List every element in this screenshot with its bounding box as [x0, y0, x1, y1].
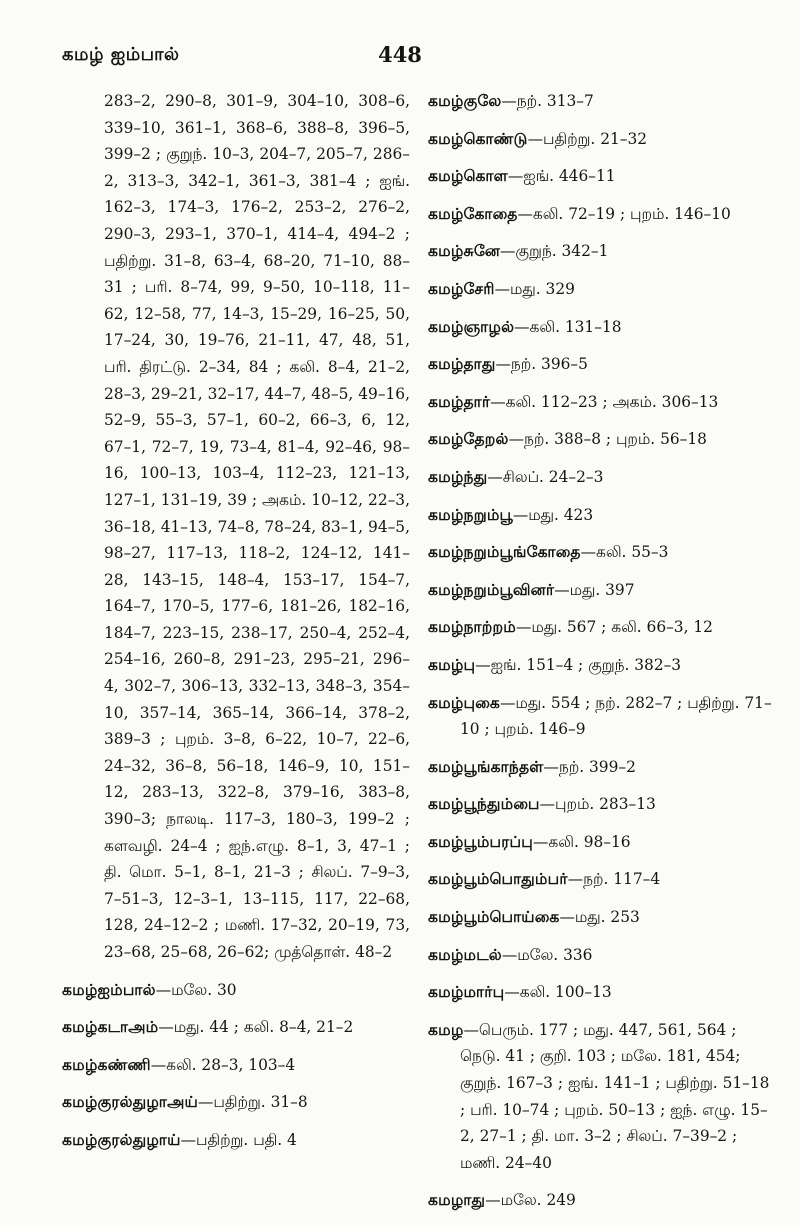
headword: கமழ்கடாஅம்: [62, 1018, 159, 1037]
continuation-entry: 283–2, 290–8, 301–9, 304–10, 308–6, 339–10, 361–1, 368–6, 388–8, 396–5, 399–2 ; குறுந். 10–3, 204–7, 205–7, 286–2, 313–3, 342–1, 361–3, 381–4 ; ஐங். 162–3, 174–3, 176–2, 253–2, 276–2, 290–3, 293–1, 370–1, 414–4, 494–2 ; பதிற்று. 31–8, 63–4, 68–20, 71–10, 88–31 ; பரி. 8–74, 99, 9–50, 10–118, 11–62, 12–58, 77, 14–3, 15–29, 16–25, 50, 17–24, 30, 19–76, 21–11, 47, 48, 51, பரி. திரட்டு. 2–34, 84 ; கலி. 8–4, 21–2, 28–3, 29–21, 32–17, 44–7, 48–5, 49–16, 52–9, 55–3, 57–1, 60–2, 66–3, 6, 12, 67–1, 72–7, 19, 73–4, 81–4, 92–46, 98–16, 100–13, 103–4, 112–23, 121–13, 127–1, 131–19, 39 ; அகம். 10–12, 22–3, 36–18, 41–13, 74–8, 78–24, 83–1, 94–5, 98–27, 117–13, 118–2, 124–12, 141–28, 143–15, 148–4, 153–17, 154–7, 164–7, 170–5, 177–6, 181–26, 182–16, 184–7, 223–15, 238–17, 250–4, 252–4, 254–16, 260–8, 291–23, 295–21, 296–4, 302–7, 306–13, 332–13, 348–3, 354–10, 357–14, 365–14, 366–14, 378–2, 389–3 ; புறம். 3–8, 6–22, 10–7, 22–6, 24–32, 36–8, 56–18, 146–9, 10, 151–12, 283–13, 322–8, 379–16, 383–8, 390–3; நாலடி. 117–3, 180–3, 199–2 ; களவழி. 24–4 ; ஐந்.எழு. 8–1, 3, 47–1 ; தி. மொ. 5–1, 8–1, 21–3 ; சிலப். 7–9–3, 7–51–3, 12–3–1, 13–115, 117, 22–68, 128, 24–12–2 ; மணி. 17–32, 20–19, 73, 23–68, 25–68, 26–62; முத்தொள். 48–2: [104, 92, 410, 961]
entry-dash: —: [543, 757, 559, 776]
right-column: [428, 88, 773, 1225]
index-entry: [428, 904, 773, 931]
index-entry: [428, 201, 773, 228]
index-entry: [428, 238, 773, 265]
headword: கமழ்பூம்பொய்கை: [428, 908, 560, 927]
references: ஐங். 446–11: [523, 167, 616, 186]
entry-dash: —: [198, 1093, 214, 1112]
entry-dash: —: [580, 543, 597, 562]
references: மது. 329: [510, 279, 575, 298]
references: கலி. 112–23 ; அகம். 306–13: [505, 392, 719, 411]
index-entry: [428, 389, 773, 416]
references: மது. 397: [569, 580, 635, 599]
entry-dash: —: [533, 832, 549, 851]
index-entry: [428, 577, 773, 604]
headword: கமழ்ஐம்பால்: [62, 980, 156, 999]
entry-dash: —: [485, 1191, 501, 1210]
headword: கமழ்சுனே: [428, 242, 501, 261]
right-entries: [428, 88, 773, 1214]
index-entry: [428, 791, 773, 818]
headword: கமழ்பூங்காந்தள்: [428, 757, 544, 776]
index-entry: [428, 426, 773, 453]
headword: கமழ்நறும்பூங்கோதை: [428, 543, 581, 562]
headword: கமழ்கொள: [428, 167, 508, 186]
headword: கமழ்கொண்டு: [428, 129, 528, 148]
entry-dash: —: [512, 505, 529, 524]
references: மலே. 336: [517, 945, 593, 964]
references: பெரும். 177 ; மது. 447, 561, 564 ; நெடு. 41 ; குறி. 103 ; மலே. 181, 454; குறுந். 167–3 ; ஐங். 141–1 ; பதிற்று. 51–18 ; பரி. 10–74 ; புறம். 50–13 ; ஐந். எழு. 15–2, 27–1 ; தி. மா. 3–2 ; சிலப். 7–39–2 ; மணி. 24–40: [460, 1020, 770, 1172]
entry-dash: —: [155, 980, 172, 999]
references: நற். 388–8 ; புறம். 56–18: [524, 430, 707, 449]
references: மது. 554 ; நற். 282–7 ; பதிற்று. 71–10 ; புறம். 146–9: [460, 693, 772, 739]
entry-dash: —: [517, 204, 533, 223]
references: நற். 396–5: [510, 355, 588, 374]
index-entry: [428, 163, 773, 190]
headword: கமழ்குரல்துழாய்: [62, 1130, 181, 1149]
index-entry: [428, 351, 773, 378]
entry-dash: —: [495, 355, 511, 374]
index-entry: [428, 1187, 773, 1214]
entry-dash: —: [527, 129, 543, 148]
references: மது. 567 ; கலி. 66–3, 12: [531, 618, 713, 637]
index-entry: [428, 866, 773, 893]
left-column: [62, 88, 410, 1165]
entry-dash: —: [539, 795, 556, 814]
references: கலி. 131–18: [529, 317, 622, 336]
references: நற். 117–4: [583, 870, 661, 889]
index-entry: [428, 502, 773, 529]
references: ஐங். 151–4 ; குறுந். 382–3: [490, 655, 682, 674]
references: பதிற்று. 21–32: [543, 129, 648, 148]
index-entry: [62, 1089, 410, 1116]
entry-dash: —: [508, 430, 525, 449]
references: மது. 423: [528, 505, 594, 524]
index-entry: [428, 314, 773, 341]
index-entry: [62, 1127, 410, 1154]
headword: கமழ்குலே: [428, 92, 502, 110]
references: மலே. 30: [171, 980, 237, 999]
index-entry: [62, 1014, 410, 1041]
index-entry: [428, 829, 773, 856]
headword: கமழ்பூம்பொதும்பர்: [428, 870, 568, 889]
references: கலி. 55–3: [596, 543, 669, 562]
headword: கமழ்நாற்றம்: [428, 618, 516, 637]
references: குறுந். 342–1: [515, 242, 609, 261]
index-entry: [62, 977, 410, 1004]
entry-dash: —: [463, 1020, 479, 1039]
references: கலி. 100–13: [519, 983, 612, 1002]
references: மது. 253: [574, 908, 640, 927]
headword: கமழ: [428, 1020, 464, 1039]
headword: கமழ்தார்: [428, 392, 491, 411]
entry-dash: —: [158, 1018, 174, 1037]
entry-dash: —: [559, 908, 575, 927]
index-entry: [62, 1052, 410, 1079]
references: கலி. 98–16: [548, 832, 631, 851]
headword: கமழ்தாது: [428, 355, 496, 374]
entry-dash: —: [180, 1130, 196, 1149]
headword: கமழ்குரல்துழாஅய்: [62, 1093, 198, 1112]
references: சிலப். 24–2–3: [502, 467, 604, 486]
references: பதிற்று. 31–8: [213, 1093, 308, 1112]
left-entries: [62, 977, 410, 1154]
headword: கமழ்சேரி: [428, 279, 495, 298]
references: மலே. 249: [500, 1191, 576, 1210]
entry-dash: —: [500, 242, 516, 261]
index-entry: [428, 539, 773, 566]
entry-dash: —: [514, 317, 530, 336]
page-number: 448: [378, 42, 422, 67]
headword: கமழ்நறும்பூ: [428, 505, 513, 524]
entry-dash: —: [494, 279, 511, 298]
references: கலி. 28–3, 103–4: [166, 1055, 296, 1074]
references: மது. 44 ; கலி. 8–4, 21–2: [173, 1018, 354, 1037]
headword: கமழ்பூம்பரப்பு: [428, 832, 534, 851]
entry-dash: —: [504, 983, 520, 1002]
headword: கமழாது: [428, 1191, 486, 1210]
headword: கமழ்ஞாழல்: [428, 317, 515, 336]
headword: கமழ்தேறல்: [428, 430, 509, 449]
entry-dash: —: [150, 1055, 167, 1074]
entry-dash: —: [501, 945, 518, 964]
index-entry: [428, 614, 773, 641]
entry-dash: —: [487, 467, 503, 486]
index-entry: [428, 942, 773, 969]
index-entry: [428, 979, 773, 1006]
references: பதிற்று. பதி. 4: [196, 1130, 297, 1149]
headword: கமழ்கோதை: [428, 204, 518, 223]
headword: கமழ்கண்ணி: [62, 1055, 151, 1074]
headword: கமழ்நறும்பூவினர்: [428, 580, 555, 599]
entry-dash: —: [475, 655, 491, 674]
headword: கமழ்பூந்தும்பை: [428, 795, 540, 814]
headword: கமழ்ந்து: [428, 467, 488, 486]
index-entry: [428, 276, 773, 303]
index-entry: [428, 1017, 773, 1177]
headword: கமழ்மார்பு: [428, 983, 505, 1002]
index-entry: [428, 88, 773, 115]
entry-dash: —: [499, 693, 516, 712]
headword: கமழ்மடல்: [428, 945, 502, 964]
index-entry: [428, 126, 773, 153]
references: நற். 399–2: [558, 757, 636, 776]
index-entry: [428, 690, 773, 743]
entry-dash: —: [501, 92, 517, 110]
entry-dash: —: [554, 580, 570, 599]
running-head: கமழ் ஐம்பால்: [62, 44, 180, 65]
index-entry: [428, 652, 773, 679]
index-entry: [428, 754, 773, 781]
headword: கமழ்பு: [428, 655, 476, 674]
entry-dash: —: [507, 167, 524, 186]
references: புறம். 283–13: [555, 795, 656, 814]
entry-dash: —: [490, 392, 506, 411]
entry-dash: —: [567, 870, 584, 889]
index-entry: [428, 464, 773, 491]
references: நற். 313–7: [516, 92, 594, 110]
references: கலி. 72–19 ; புறம். 146–10: [532, 204, 731, 223]
headword: கமழ்புகை: [428, 693, 500, 712]
entry-dash: —: [515, 618, 532, 637]
